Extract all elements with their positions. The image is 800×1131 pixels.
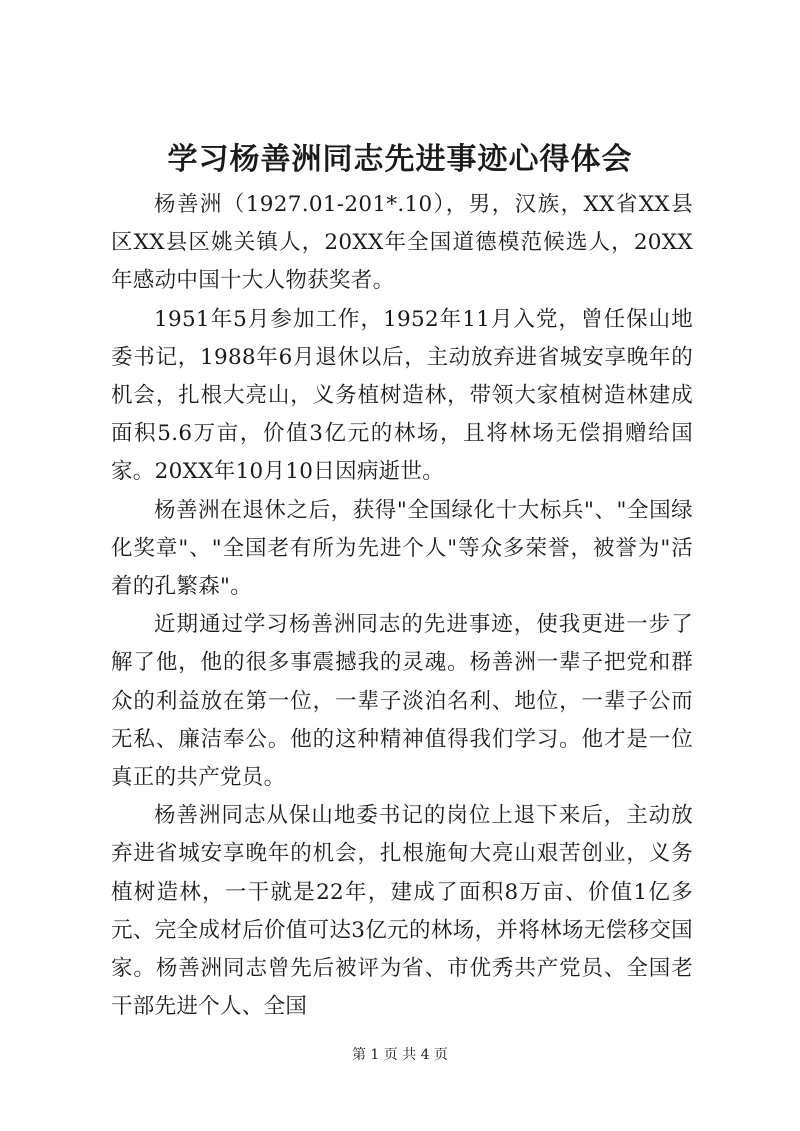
page-number-footer: 第 1 页 共 4 页 — [351, 1047, 449, 1063]
paragraph-5: 杨善洲同志从保山地委书记的岗位上退下来后，主动放弃进省城安享晚年的机会，扎根施甸大亮山艰苦创业，义务植树造林，一干就是22年，建成了面积8万亩、价值1亿多元、完全成材后价值可达3亿元的林场，并将林场无偿移交国家。杨善洲同志曾先后被评为省、市优秀共产党员、全国老干部先进个人、全国 — [111, 803, 693, 1020]
paragraph-1: 杨善洲（1927.01-201*.10），男，汉族，XX省XX县区XX县区姚关镇人，20XX年全国道德模范候选人，20XX年感动中国十大人物获奖者。 — [111, 192, 693, 294]
document-body — [111, 186, 693, 1026]
paragraph-2: 1951年5月参加工作，1952年11月入党，曾任保山地委书记，1988年6月退休以后，主动放弃进省城安享晚年的机会，扎根大亮山，义务植树造林，带领大家植树造林建成面积5.6万亩，价值3亿元的林场，且将林场无偿捐赠给国家。20XX年10月10日因病逝世。 — [111, 306, 693, 485]
paragraph-3: 杨善洲在退休之后，获得"全国绿化十大标兵"、"全国绿化奖章"、"全国老有所为先进个人"等众多荣誉，被誉为"活着的孔繁森"。 — [111, 497, 693, 600]
paragraph-4: 近期通过学习杨善洲同志的先进事迹，使我更进一步了解了他，他的很多事震撼我的灵魂。杨善洲一辈子把党和群众的利益放在第一位，一辈子淡泊名利、地位，一辈子公而无私、廉洁奉公。他的这种精神值得我们学习。他才是一位真正的共产党员。 — [111, 612, 693, 791]
page-title: 学习杨善洲同志先进事迹心得体会 — [167, 142, 633, 177]
